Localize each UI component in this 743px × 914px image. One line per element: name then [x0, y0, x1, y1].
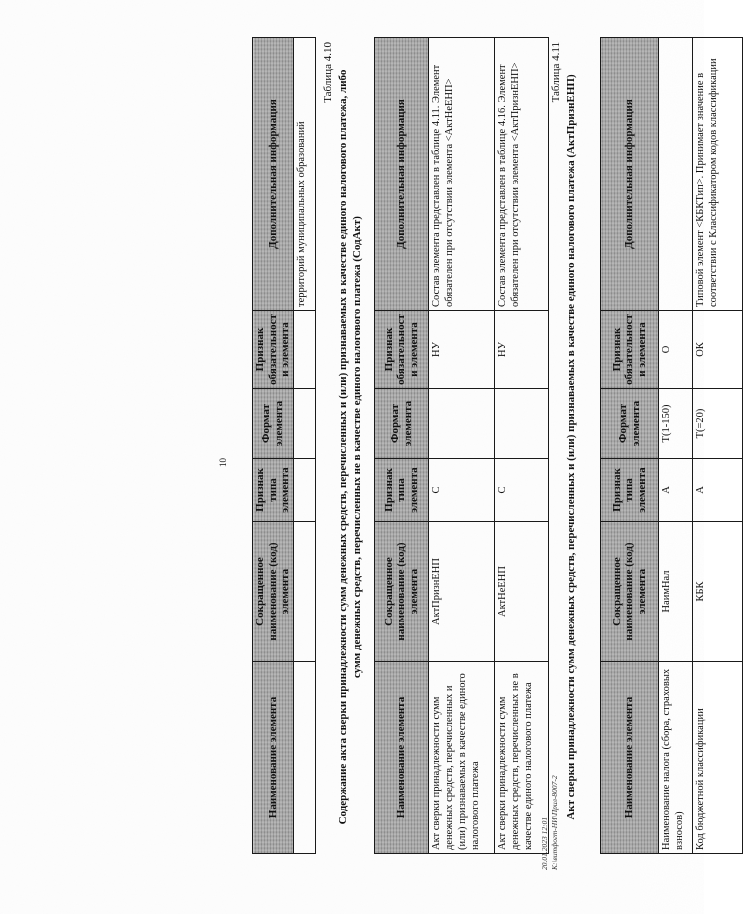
- header-row: [601, 38, 659, 854]
- cell-required: [293, 311, 315, 389]
- col-header-required: Признак обязательности элемента: [375, 311, 429, 389]
- cell-info: Типовой элемент <КБКТип>. Принимает значение в соответствии с Классификатором кодов классификации: [693, 38, 743, 311]
- cell-name: Наименование налога (сбора, страховых взносов): [659, 662, 693, 854]
- cell-format: T(1-150): [659, 389, 693, 459]
- table-row: [293, 38, 315, 854]
- col-header-info: Дополнительная информация: [253, 38, 294, 311]
- table-4-10-caption: Содержание акта сверки принадлежности сумм денежных средств, перечисленных и (или) признаваемых в качестве единого налогового платежа, либо сумм денежных средств, перечисленных не в качестве единого налогового платежа (СодАкт): [337, 69, 364, 825]
- table-row: [693, 38, 743, 854]
- table-4-11: [600, 37, 743, 854]
- footer-file: К:\витфогт-НИ\Прил-8007-2: [550, 775, 559, 870]
- table-row: [659, 38, 693, 854]
- cell-type: С: [495, 459, 549, 522]
- cell-code: АктПризнЕНП: [429, 522, 495, 662]
- col-header-code: Сокращенное наименование (код) элемента: [253, 522, 294, 662]
- col-header-type: Признак типа элемента: [601, 459, 659, 522]
- col-header-format: Формат элемента: [375, 389, 429, 459]
- cell-info: территорий муниципальных образований: [293, 38, 315, 311]
- table-4-10: [374, 37, 549, 854]
- table-4-10-number: Таблица 4.10: [322, 42, 334, 103]
- header-row: [253, 38, 294, 854]
- cell-name: [293, 662, 315, 854]
- cell-format: [495, 389, 549, 459]
- table-row: [429, 38, 495, 854]
- col-header-type: Признак типа элемента: [253, 459, 294, 522]
- cell-type: А: [693, 459, 743, 522]
- footer-date: 20.01.2023 12:01: [540, 816, 549, 870]
- cell-required: НУ: [495, 311, 549, 389]
- cell-required: О: [659, 311, 693, 389]
- col-header-name: Наименование элемента: [375, 662, 429, 854]
- col-header-type: Признак типа элемента: [375, 459, 429, 522]
- col-header-info: Дополнительная информация: [601, 38, 659, 311]
- page-number: 10: [218, 458, 228, 467]
- col-header-required: Признак обязательности элемента: [601, 311, 659, 389]
- cell-format: [293, 389, 315, 459]
- cell-info: Состав элемента представлен в таблице 4.11. Элемент обязателен при отсутствии элемента <АктНеЕНП>: [429, 38, 495, 311]
- cell-code: АктНеЕНП: [495, 522, 549, 662]
- col-header-name: Наименование элемента: [253, 662, 294, 854]
- cell-info: Состав элемента представлен в таблице 4.16. Элемент обязателен при отсутствии элемента <АктПризнЕНП>: [495, 38, 549, 311]
- cell-type: С: [429, 459, 495, 522]
- col-header-name: Наименование элемента: [601, 662, 659, 854]
- cell-code: НаимНал: [659, 522, 693, 662]
- cell-format: T(=20): [693, 389, 743, 459]
- cell-type: А: [659, 459, 693, 522]
- col-header-info: Дополнительная информация: [375, 38, 429, 311]
- col-header-format: Формат элемента: [601, 389, 659, 459]
- table-4-11-number: Таблица 4.11: [550, 42, 562, 103]
- cell-code: КБК: [693, 522, 743, 662]
- table-4-11-caption: Акт сверки принадлежности сумм денежных средств, перечисленных и (или) признаваемых в качестве единого налогового платежа (АктПризнЕНП): [565, 74, 577, 820]
- cell-required: ОК: [693, 311, 743, 389]
- cell-required: НУ: [429, 311, 495, 389]
- cell-info: [659, 38, 693, 311]
- col-header-required: Признак обязательности элемента: [253, 311, 294, 389]
- cell-name: Акт сверки принадлежности сумм денежных средств, перечисленных и (или) признаваемых в качестве единого налогового платежа: [429, 662, 495, 854]
- cell-name: Код бюджетной классификации: [693, 662, 743, 854]
- rotated-page: [70, 22, 720, 892]
- cell-code: [293, 522, 315, 662]
- cell-type: [293, 459, 315, 522]
- col-header-format: Формат элемента: [253, 389, 294, 459]
- continuation-table: [252, 37, 316, 854]
- header-row: [375, 38, 429, 854]
- table-row: [495, 38, 549, 854]
- cell-name: Акт сверки принадлежности сумм денежных средств, перечисленных не в качестве единого налогового платежа: [495, 662, 549, 854]
- cell-format: [429, 389, 495, 459]
- col-header-code: Сокращенное наименование (код) элемента: [375, 522, 429, 662]
- col-header-code: Сокращенное наименование (код) элемента: [601, 522, 659, 662]
